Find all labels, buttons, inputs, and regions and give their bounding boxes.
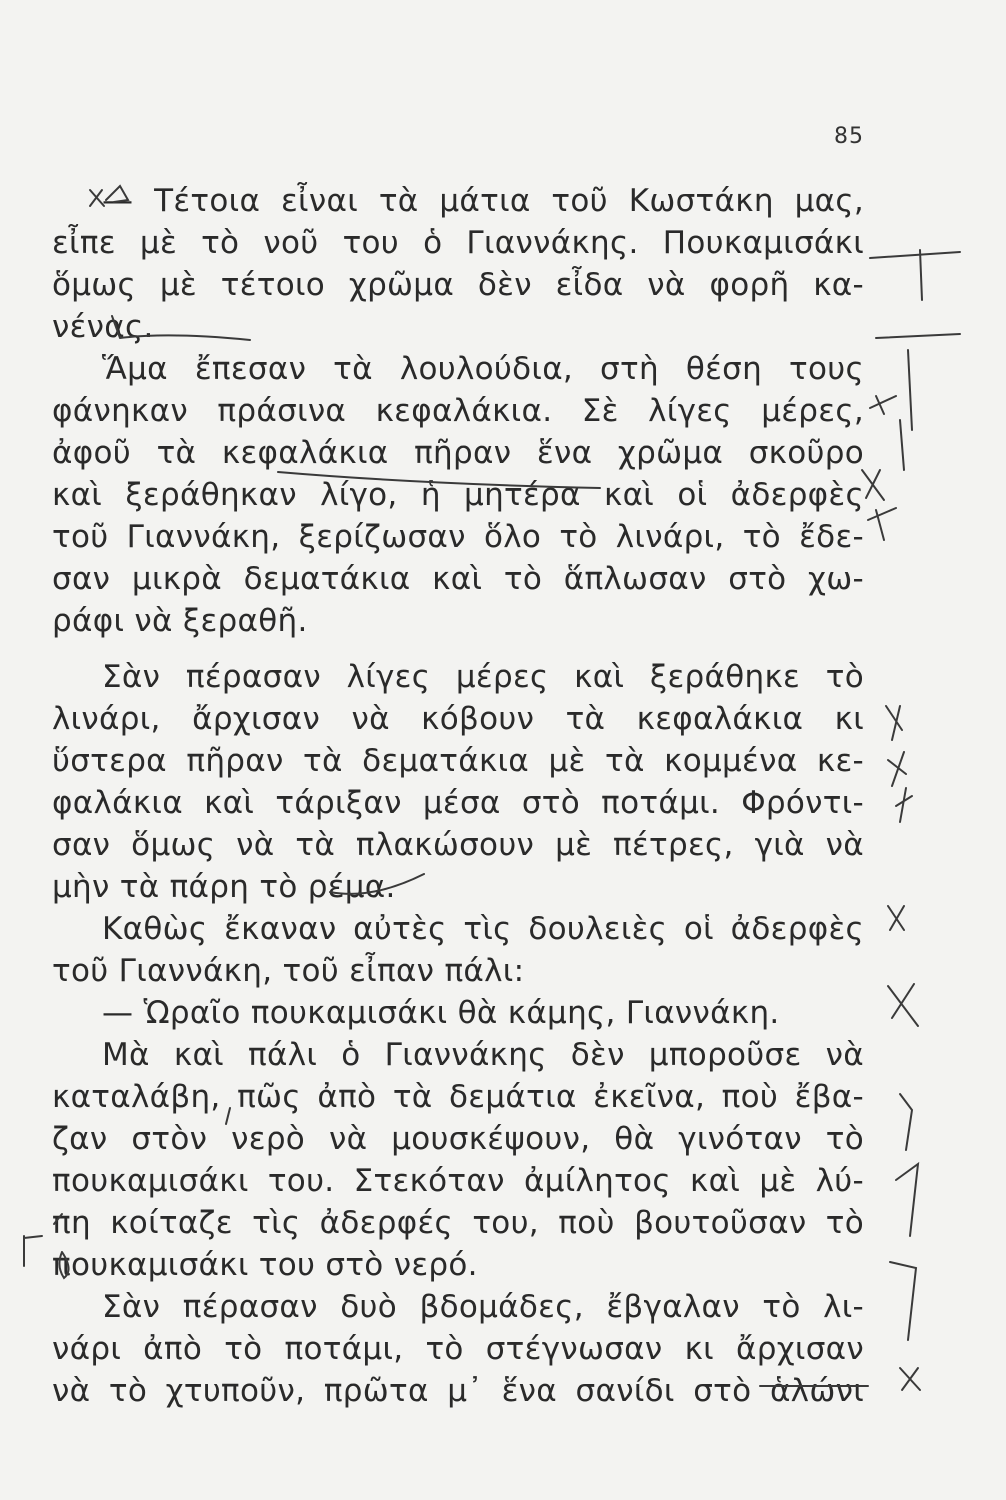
text-line: Μὰ καὶ πάλι ὁ Γιαννάκης δὲν μποροῦσε νὰ bbox=[102, 1037, 864, 1073]
pencil-cross-mark bbox=[888, 984, 918, 1026]
pencil-margin-stroke bbox=[908, 350, 912, 430]
pencil-margin-stroke bbox=[876, 334, 960, 338]
text-line: τοῦ Γιαννάκη, τοῦ εἶπαν πάλι: bbox=[52, 953, 525, 989]
text-line: εἶπε μὲ τὸ νοῦ του ὁ Γιαννάκης. Πουκαμισάκι bbox=[52, 225, 864, 261]
text-line: Ἅμα ἔπεσαν τὰ λουλούδια, στὴ θέση τους bbox=[102, 351, 864, 387]
pencil-margin-stroke bbox=[870, 252, 960, 258]
text-line: Σὰν πέρασαν λίγες μέρες καὶ ξεράθηκε τὸ bbox=[102, 659, 864, 695]
pencil-cross-mark bbox=[886, 706, 902, 740]
text-line: πη κοίταζε τὶς ἀδερφές του, ποὺ βουτοῦσαν τὸ bbox=[52, 1205, 864, 1241]
text-line: νὰ τὸ χτυποῦν, πρῶτα μ᾽ ἕνα σανίδι στὸ ἁλώνι bbox=[52, 1373, 864, 1409]
text-line: πουκαμισάκι του στὸ νερό. bbox=[52, 1247, 478, 1283]
page-number: 85 bbox=[834, 124, 864, 149]
text-line: νάρι ἀπὸ τὸ ποτάμι, τὸ στέγνωσαν κι ἄρχισαν bbox=[52, 1331, 864, 1367]
text-line: καταλάβη, πῶς ἀπὸ τὰ δεμάτια ἐκεῖνα, ποὺ ἔβα- bbox=[52, 1079, 864, 1115]
pencil-cross-mark bbox=[896, 788, 912, 822]
text-line: φάνηκαν πράσινα κεφαλάκια. Σὲ λίγες μέρες, bbox=[52, 393, 864, 429]
text-line: πουκαμισάκι του. Στεκόταν ἀμίλητος καὶ μὲ λύ- bbox=[52, 1163, 864, 1199]
pencil-margin-stroke bbox=[900, 420, 904, 470]
text-line: σαν ὅμως νὰ τὰ πλακώσουν μὲ πέτρες, γιὰ νὰ bbox=[52, 827, 864, 863]
pencil-margin-stroke bbox=[896, 1164, 918, 1236]
text-line: φαλάκια καὶ τάριξαν μέσα στὸ ποτάμι. Φρόντι- bbox=[52, 785, 864, 821]
text-line: ράφι νὰ ξεραθῆ. bbox=[52, 603, 308, 639]
pencil-cross-mark bbox=[888, 752, 906, 786]
text-line: σαν μικρὰ δεματάκια καὶ τὸ ἅπλωσαν στὸ χω- bbox=[52, 561, 864, 597]
text-line: λινάρι, ἄρχισαν νὰ κόβουν τὰ κεφαλάκια κι bbox=[52, 701, 864, 737]
pencil-cross-mark bbox=[888, 906, 904, 930]
text-line: ἀφοῦ τὰ κεφαλάκια πῆραν ἕνα χρῶμα σκοῦρο bbox=[52, 435, 864, 471]
text-line: — Τέτοια εἶναι τὰ μάτια τοῦ Κωστάκη μας, bbox=[102, 183, 864, 219]
text-section-2 bbox=[52, 656, 864, 1412]
pencil-margin-stroke bbox=[920, 250, 922, 300]
text-line: μὴν τὰ πάρη τὸ ρέμα. bbox=[52, 869, 396, 905]
text-line: καὶ ξεράθηκαν λίγο, ἡ μητέρα καὶ οἱ ἀδερφὲς bbox=[52, 477, 864, 513]
text-line: ζαν στὸν νερὸ νὰ μουσκέψουν, θὰ γινόταν τὸ bbox=[52, 1121, 864, 1157]
pencil-cross-mark bbox=[868, 508, 896, 540]
text-line: τοῦ Γιαννάκη, ξερίζωσαν ὅλο τὸ λινάρι, τὸ ἔδε- bbox=[52, 519, 864, 555]
pencil-margin-stroke bbox=[900, 1094, 912, 1150]
text-line: Σὰν πέρασαν δυὸ βδομάδες, ἔβγαλαν τὸ λι- bbox=[102, 1289, 864, 1325]
pencil-cross-mark bbox=[900, 1368, 920, 1390]
text-line: — Ὡραῖο πουκαμισάκι θὰ κάμης, Γιαννάκη. bbox=[102, 995, 780, 1031]
pencil-margin-stroke bbox=[890, 1262, 916, 1340]
pencil-cross-mark bbox=[870, 396, 896, 414]
text-line: ὅμως μὲ τέτοιο χρῶμα δὲν εἶδα νὰ φορῆ κα- bbox=[52, 267, 864, 303]
text-section-1 bbox=[52, 180, 864, 642]
text-line: ὕστερα πῆραν τὰ δεματάκια μὲ τὰ κομμένα κε- bbox=[52, 743, 864, 779]
pencil-cross-mark bbox=[862, 470, 884, 500]
pencil-margin-stroke bbox=[24, 1236, 42, 1266]
text-line: Καθὼς ἔκαναν αὐτὲς τὶς δουλειὲς οἱ ἀδερφὲς bbox=[102, 911, 864, 947]
text-line: νένας. bbox=[52, 309, 154, 345]
